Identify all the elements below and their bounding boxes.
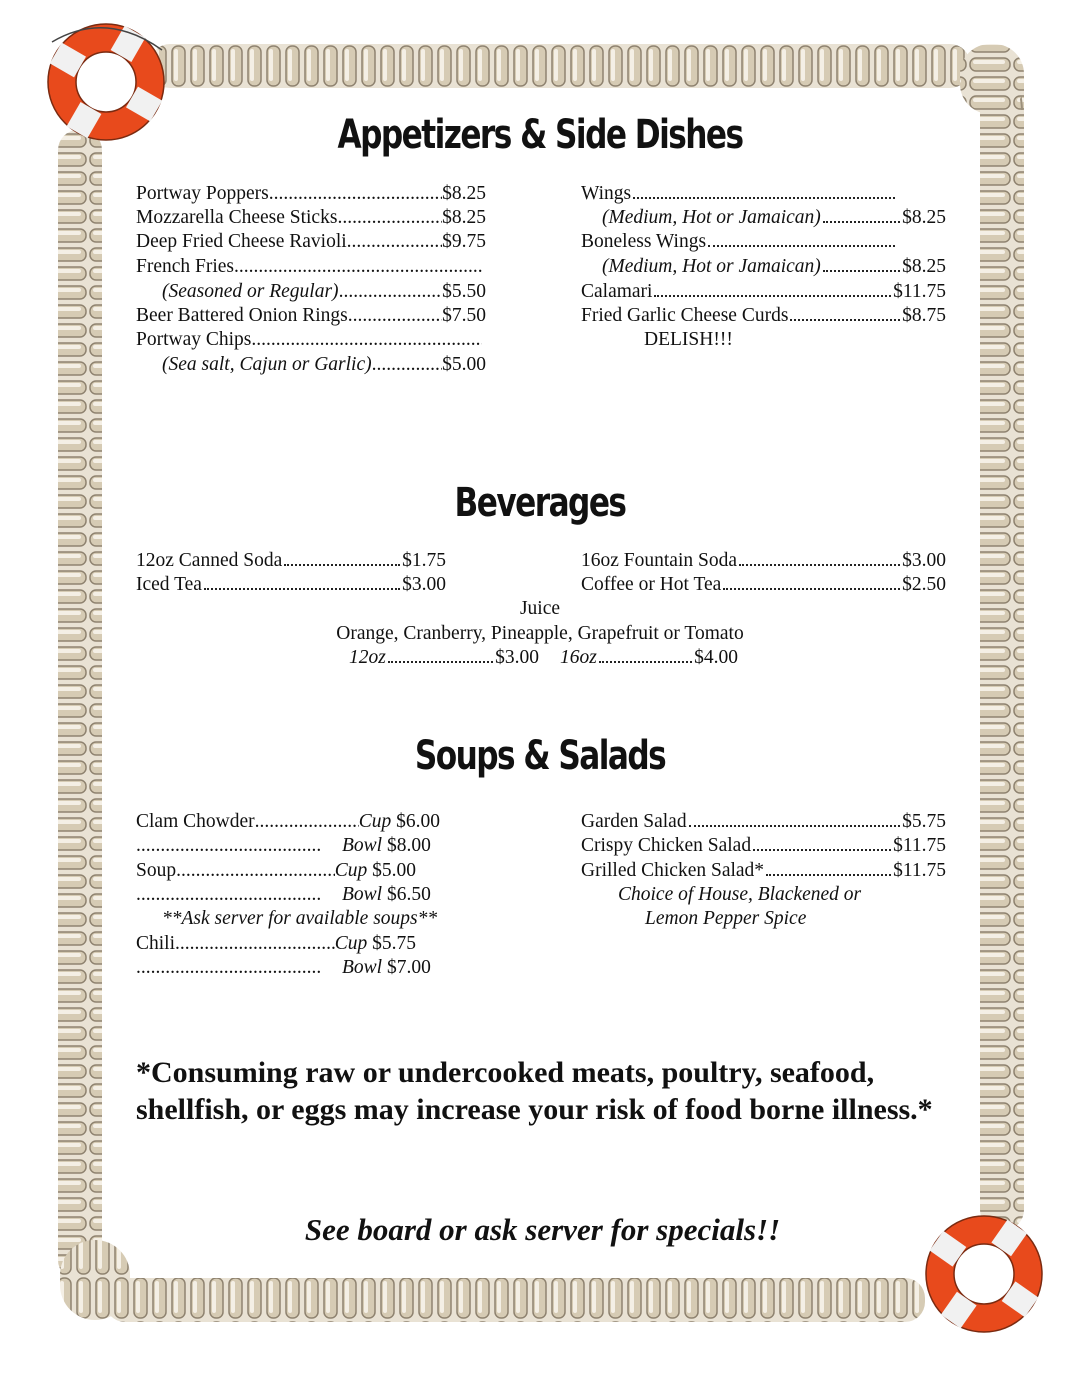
item-name: (Sea salt, Cajun or Garlic) (162, 354, 372, 375)
item-price: $8.25 (902, 256, 946, 277)
menu-item (136, 883, 440, 907)
item-name: Crispy Chicken Salad (581, 835, 752, 856)
menu-item (136, 549, 446, 573)
item-name: Portway Chips (136, 329, 252, 350)
item-size: Bowl (342, 884, 383, 905)
item-price: $11.75 (893, 281, 946, 302)
item-name: Clam Chowder (136, 811, 255, 832)
food-safety-warning: *Consuming raw or undercooked meats, poultry, seafood, shellfish, or eggs may increase your risk of food borne illness.* (136, 1056, 933, 1126)
menu-item-option (162, 353, 486, 377)
menu-item (136, 328, 482, 352)
menu-item (136, 230, 486, 254)
soup-note: **Ask server for available soups** (162, 908, 438, 929)
item-price: $11.75 (893, 835, 946, 856)
juice-size-label: 12oz (349, 647, 386, 668)
item-price: $6.50 (386, 884, 431, 905)
item-name: Boneless Wings (581, 231, 707, 252)
item-price: $8.25 (442, 183, 486, 204)
item-price: $5.00 (442, 354, 486, 375)
menu-item (136, 810, 440, 834)
item-name: 12oz Canned Soda (136, 550, 283, 571)
item-size: Cup (358, 811, 392, 832)
item-name: (Medium, Hot or Jamaican) (602, 207, 821, 228)
item-price: $5.75 (372, 933, 416, 954)
beverages-heading: Beverages (454, 480, 626, 526)
menu-item (581, 304, 946, 328)
item-name: (Medium, Hot or Jamaican) (602, 256, 821, 277)
item-price: $8.00 (386, 835, 431, 856)
item-price: $5.00 (372, 860, 416, 881)
item-price: $8.25 (442, 207, 486, 228)
appetizers-heading: Appetizers & Side Dishes (337, 112, 743, 158)
item-name: Grilled Chicken Salad* (581, 860, 765, 881)
menu-item-option (602, 255, 946, 279)
delish-note: DELISH!!! (644, 329, 733, 350)
rope-corner-tr (960, 44, 1024, 114)
item-name: French Fries (136, 256, 235, 277)
item-name: Coffee or Hot Tea (581, 574, 722, 595)
item-price: $1.75 (402, 550, 446, 571)
item-price: $8.25 (902, 207, 946, 228)
juice-size (349, 646, 539, 670)
salad-note: Choice of House, Blackened or (618, 884, 862, 905)
item-price: $11.75 (893, 860, 946, 881)
juice-flavors: Orange, Cranberry, Pineapple, Grapefruit or Tomato (336, 623, 744, 644)
item-name: Chili (136, 933, 176, 954)
menu-item (136, 573, 446, 597)
item-price: $9.75 (442, 231, 486, 252)
item-size: Cup (334, 860, 368, 881)
rope-left (58, 130, 102, 1280)
menu-item (581, 549, 946, 573)
juice-size-price: $4.00 (694, 647, 738, 668)
rope-bottom (105, 1278, 925, 1322)
item-price: $3.00 (902, 550, 946, 571)
menu-item (581, 859, 946, 883)
item-name: Fried Garlic Cheese Curds (581, 305, 789, 326)
juice-size-label: 16oz (560, 647, 597, 668)
item-name: Deep Fried Cheese Ravioli (136, 231, 347, 252)
rope-corner-bl (60, 1240, 130, 1320)
item-name: Iced Tea (136, 574, 202, 595)
item-name: 16oz Fountain Soda (581, 550, 737, 571)
menu-item (136, 206, 486, 230)
item-name: Mozzarella Cheese Sticks (136, 207, 338, 228)
menu-item (581, 810, 946, 834)
juice-size-price: $3.00 (495, 647, 539, 668)
soups-heading: Soups & Salads (414, 733, 666, 779)
specials-note: See board or ask server for specials!! (304, 1212, 781, 1247)
item-name: (Seasoned or Regular) (162, 281, 339, 302)
menu-item (136, 859, 416, 883)
salad-note: Lemon Pepper Spice (645, 908, 807, 929)
item-name: Portway Poppers (136, 183, 269, 204)
menu-item (581, 573, 946, 597)
menu-item (581, 182, 897, 206)
rope-top (150, 44, 970, 88)
item-price: $7.00 (386, 957, 431, 978)
item-price: $3.00 (402, 574, 446, 595)
item-price: $5.75 (902, 811, 946, 832)
item-name: Garden Salad (581, 811, 687, 832)
item-name: Wings (581, 183, 632, 204)
item-name: Beer Battered Onion Rings (136, 305, 348, 326)
item-size: Bowl (342, 835, 383, 856)
juice-title: Juice (519, 598, 561, 619)
menu-item-option (602, 206, 946, 230)
menu-item (136, 932, 416, 956)
item-price: $6.00 (396, 811, 440, 832)
item-price: $7.50 (442, 305, 486, 326)
menu-item (581, 280, 946, 304)
item-size: Cup (334, 933, 368, 954)
menu-item (581, 834, 946, 858)
menu-item (136, 182, 486, 206)
item-price: $8.75 (902, 305, 946, 326)
menu-item (581, 230, 897, 254)
juice-size (560, 646, 738, 670)
menu-item (136, 956, 440, 980)
item-price: $2.50 (902, 574, 946, 595)
item-price: $5.50 (442, 281, 486, 302)
menu-item (136, 304, 486, 328)
item-size: Bowl (342, 957, 383, 978)
menu-item (136, 255, 482, 279)
menu-item (136, 834, 440, 858)
item-name: Soup (136, 860, 177, 881)
item-name: Calamari (581, 281, 653, 302)
menu-item-option (162, 280, 486, 304)
